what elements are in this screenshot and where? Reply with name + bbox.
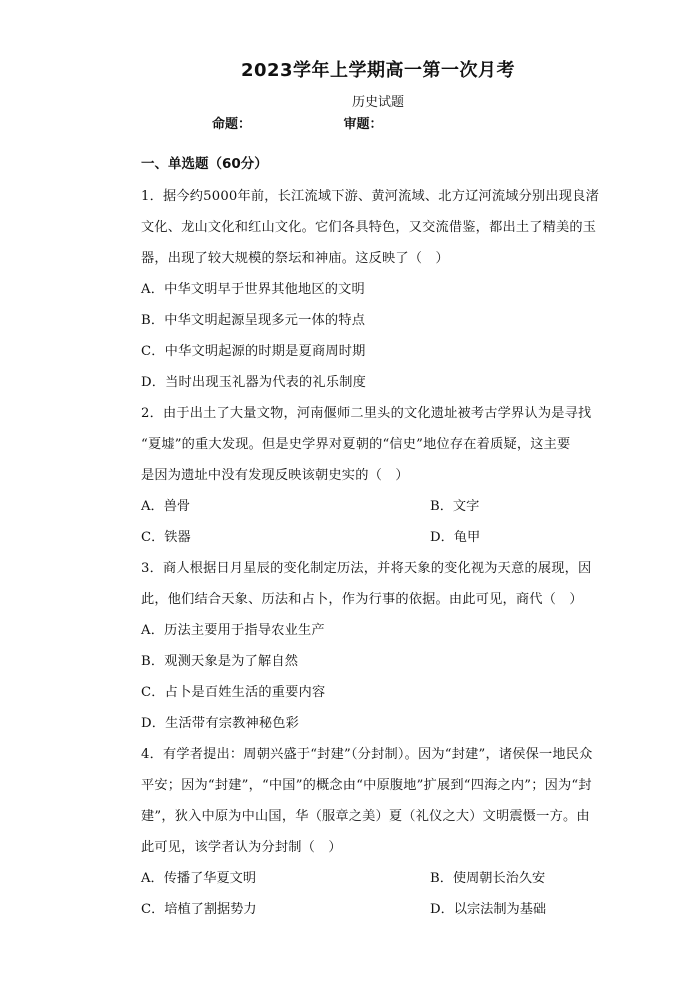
- option-d: D．生活带有宗教神秘色彩: [141, 716, 300, 731]
- option-b: B．中华文明起源呈现多元一体的特点: [141, 313, 366, 328]
- question-stem-line: 4．有学者提出：周朝兴盛于“封建”（分封制）。因为“封建”，诸侯保一地民众: [141, 747, 593, 762]
- author-label: 命题：: [212, 117, 252, 132]
- question-stem-line: 文化、龙山文化和红山文化。它们各具特色，又交流借鉴，都出土了精美的玉: [141, 220, 597, 235]
- option-row: [141, 863, 619, 894]
- option-b: B．观测天象是为了解自然: [141, 654, 299, 669]
- page-subtitle: 历史试题: [351, 95, 404, 110]
- option-c: C．铁器: [141, 530, 191, 545]
- option-c: C．培植了割据势力: [141, 902, 257, 917]
- option-row: [141, 491, 619, 522]
- section-heading: 一、单选题（60分）: [141, 156, 268, 172]
- option-c: C．中华文明起源的时期是夏商周时期: [141, 344, 366, 359]
- question-1: [141, 181, 619, 398]
- question-stem-line: 器，出现了较大规模的祭坛和神庙。这反映了（ ）: [141, 251, 449, 266]
- option-row: [141, 522, 619, 553]
- option-a: A．历法主要用于指导农业生产: [141, 623, 325, 638]
- option-d: D．以宗法制为基础: [430, 902, 547, 917]
- question-stem-line: 此可见，该学者认为分封制（ ）: [141, 840, 342, 855]
- question-stem-line: 是因为遗址中没有发现反映该朝史实的（ ）: [141, 468, 409, 483]
- option-b: B．文字: [430, 499, 480, 514]
- option-b: B．使周朝长治久安: [430, 871, 546, 886]
- question-stem-line: 2．由于出土了大量文物，河南偃师二里头的文化遗址被考古学界认为是寻找: [141, 406, 592, 421]
- question-stem-line: “夏墟”的重大发现。但是史学界对夏朝的“信史”地位存在着质疑，这主要: [141, 437, 571, 452]
- question-3: [141, 553, 619, 739]
- question-stem-line: 建”，狄入中原为中山国，华（服章之美）夏（礼仪之大）文明震慑一方。由: [141, 809, 590, 824]
- question-stem-line: 1．据今约5000年前，长江流域下游、黄河流域、北方辽河流域分别出现良渚: [141, 189, 599, 204]
- option-d: D．龟甲: [430, 530, 481, 545]
- question-4: [141, 739, 619, 925]
- question-2: [141, 398, 619, 553]
- option-c: C．占卜是百姓生活的重要内容: [141, 685, 326, 700]
- question-list: [141, 181, 619, 925]
- reviewer-label: 审题：: [343, 117, 383, 132]
- option-d: D．当时出现玉礼器为代表的礼乐制度: [141, 375, 366, 390]
- option-a: A．传播了华夏文明: [141, 871, 257, 886]
- option-row: [141, 894, 619, 925]
- question-stem-line: 平安；因为“封建”，“中国”的概念由“中原腹地”扩展到“四海之内”；因为“封: [141, 778, 592, 793]
- question-stem-line: 此，他们结合天象、历法和占卜，作为行事的依据。由此可见，商代（ ）: [141, 592, 583, 607]
- option-a: A．兽骨: [141, 499, 191, 514]
- option-a: A．中华文明早于世界其他地区的文明: [141, 282, 365, 297]
- page-title: 2023学年上学期高一第一次月考: [240, 60, 516, 81]
- question-stem-line: 3．商人根据日月星辰的变化制定历法，并将天象的变化视为天意的展现，因: [141, 561, 592, 576]
- exam-meta: [212, 113, 383, 132]
